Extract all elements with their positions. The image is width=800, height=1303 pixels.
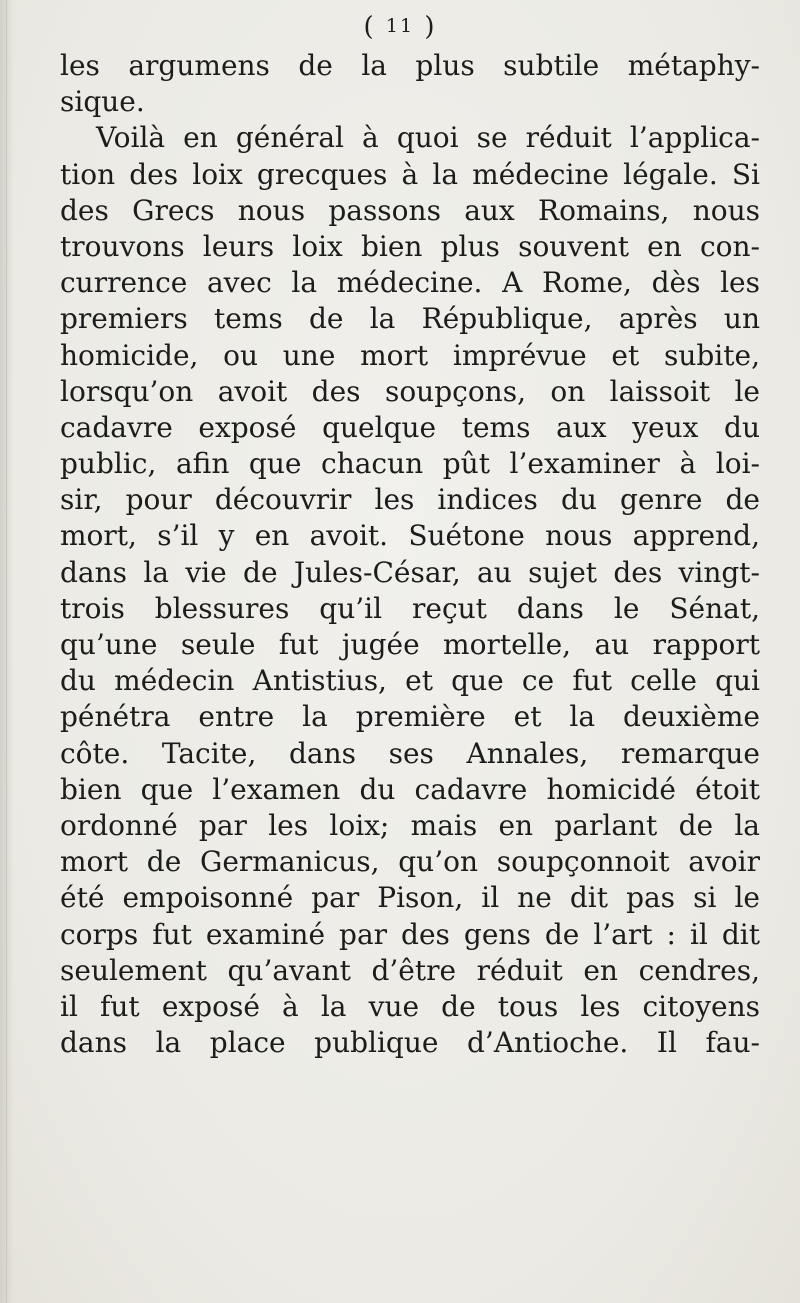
text-line: mort de Germanicus, qu’on soupçonnoit avoir <box>60 845 760 879</box>
text-line: pénétra entre la première et la deuxième <box>60 700 760 734</box>
text-line: il fut exposé à la vue de tous les citoyens <box>60 989 760 1023</box>
text-line: mort, s’il y en avoit. Suétone nous apprend, <box>60 519 760 553</box>
text-line: sique. <box>60 85 145 119</box>
text-line: cadavre exposé quelque tems aux yeux du <box>60 410 760 444</box>
page-edge-line <box>6 0 7 1303</box>
text-line: les argumens de la plus subtile métaphy- <box>60 49 760 82</box>
text-line: dans la vie de Jules-César, au sujet des vingt- <box>60 555 760 589</box>
page-number-open-paren: ( <box>363 12 376 42</box>
text-line: premiers tems de la République, après un <box>60 302 760 336</box>
text-line: public, afin que chacun pût l’examiner à loi- <box>60 447 760 481</box>
text-line: ordonné par les loix; mais en parlant de la <box>60 808 760 842</box>
text-line: lorsqu’on avoit des soupçons, on laissoit le <box>60 374 760 408</box>
text-line: dans la place publique d’Antioche. Il fau- <box>60 1026 760 1060</box>
text-line: trois blessures qu’il reçut dans le Sénat, <box>60 591 760 625</box>
text-line: sir, pour découvrir les indices du genre de <box>60 483 760 517</box>
page-number-close-paren: ) <box>424 12 437 42</box>
text-line: bien que l’examen du cadavre homicidé étoit <box>60 772 760 806</box>
text-line: du médecin Antistius, et que ce fut celle qui <box>60 664 760 698</box>
text-line: côte. Tacite, dans ses Annales, remarque <box>60 736 760 770</box>
page-gutter-shadow <box>0 0 14 1303</box>
text-line: qu’une seule fut jugée mortelle, au rapport <box>60 628 760 661</box>
text-line: trouvons leurs loix bien plus souvent en con- <box>60 229 760 263</box>
text-line: seulement qu’avant d’être réduit en cendres, <box>60 953 760 987</box>
page-number-value: 11 <box>385 15 415 37</box>
text-line: currence avec la médecine. A Rome, dès les <box>60 266 760 300</box>
text-line: Voilà en général à quoi se réduit l’applica- <box>96 121 760 155</box>
body-text <box>60 48 760 1061</box>
text-line: homicide, ou une mort imprévue et subite, <box>60 338 760 372</box>
text-line: des Grecs nous passons aux Romains, nous <box>60 193 760 227</box>
text-line: été empoisonné par Pison, il ne dit pas si le <box>60 881 760 915</box>
text-line: tion des loix grecques à la médecine légale. Si <box>60 157 760 191</box>
text-line: corps fut examiné par des gens de l’art : il dit <box>60 917 760 951</box>
page-number <box>0 12 800 42</box>
